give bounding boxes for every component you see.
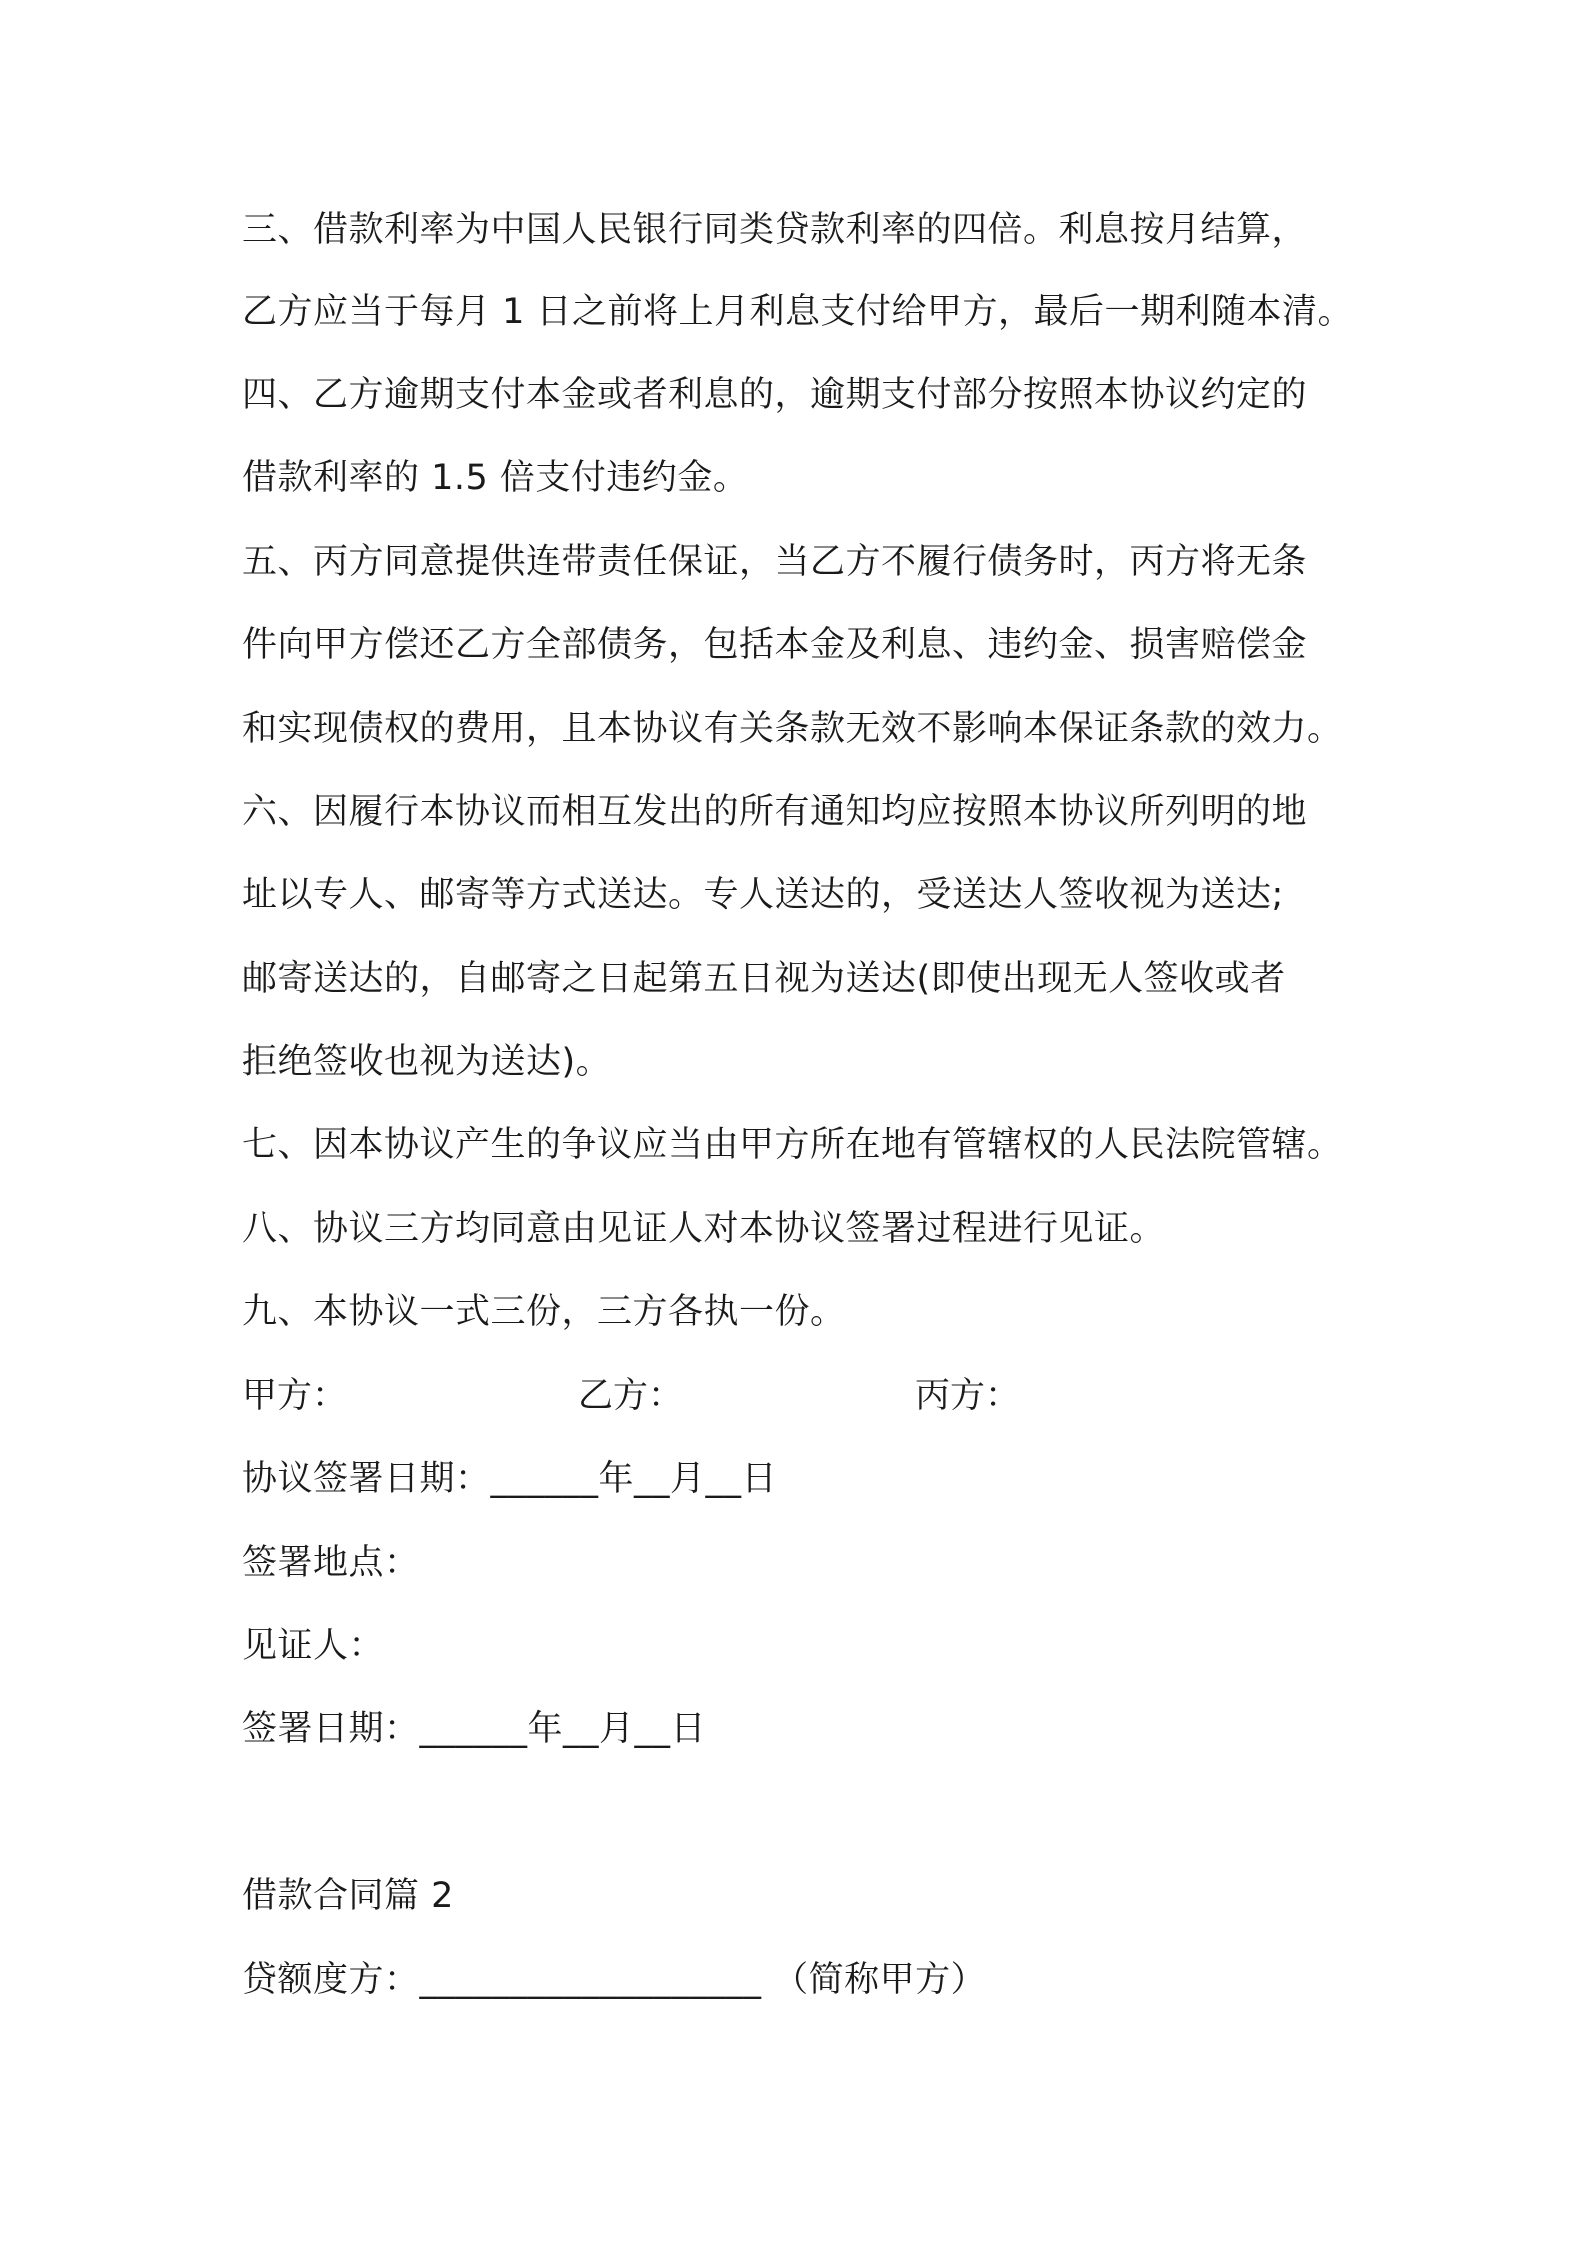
clause-3-line-2: 乙方应当于每月 1 日之前将上月利息支付给甲方，最后一期利随本清。 — [242, 292, 1354, 332]
witness-line: 见证人： — [242, 1626, 385, 1666]
clause-6-line-3: 邮寄送达的，自邮寄之日起第五日视为送达(即使出现无人签收或者 — [242, 959, 1286, 999]
clause-5-line-1: 五、丙方同意提供连带责任保证，当乙方不履行债务时，丙方将无条 — [242, 542, 1308, 582]
clause-4-line-1: 四、乙方逾期支付本金或者利息的，逾期支付部分按照本协议约定的 — [242, 375, 1308, 415]
clause-6-line-4: 拒绝签收也视为送达)。 — [242, 1042, 612, 1082]
clause-6-line-2: 址以专人、邮寄等方式送达。专人送达的，受送达人签收视为送达; — [242, 875, 1284, 915]
clause-6-line-1: 六、因履行本协议而相互发出的所有通知均应按照本协议所列明的地 — [242, 792, 1308, 832]
sign-date-line: 签署日期：______年__月__日 — [242, 1709, 707, 1749]
signing-place-line: 签署地点： — [242, 1543, 420, 1583]
clause-8-line: 八、协议三方均同意由见证人对本协议签署过程进行见证。 — [242, 1209, 1166, 1249]
clause-5-line-2: 件向甲方偿还乙方全部债务，包括本金及利息、违约金、损害赔偿金 — [242, 625, 1308, 665]
clause-9-line: 九、本协议一式三份，三方各执一份。 — [242, 1292, 846, 1332]
lender-line: 贷额度方：___________________ （简称甲方） — [242, 1960, 987, 2000]
clause-4-line-2: 借款利率的 1.5 倍支付违约金。 — [242, 458, 749, 498]
party-c-label: 丙方： — [915, 1376, 1021, 1416]
party-b-label: 乙方： — [578, 1376, 684, 1416]
party-a-label: 甲方： — [242, 1376, 348, 1416]
agreement-date-line: 协议签署日期：______年__月__日 — [242, 1459, 778, 1499]
clause-3-line-1: 三、借款利率为中国人民银行同类贷款利率的四倍。利息按月结算， — [242, 210, 1308, 250]
clause-5-line-3: 和实现债权的费用，且本协议有关条款无效不影响本保证条款的效力。 — [242, 709, 1343, 749]
clause-7-line: 七、因本协议产生的争议应当由甲方所在地有管辖权的人民法院管辖。 — [242, 1125, 1343, 1165]
section-title: 借款合同篇 2 — [242, 1876, 454, 1916]
